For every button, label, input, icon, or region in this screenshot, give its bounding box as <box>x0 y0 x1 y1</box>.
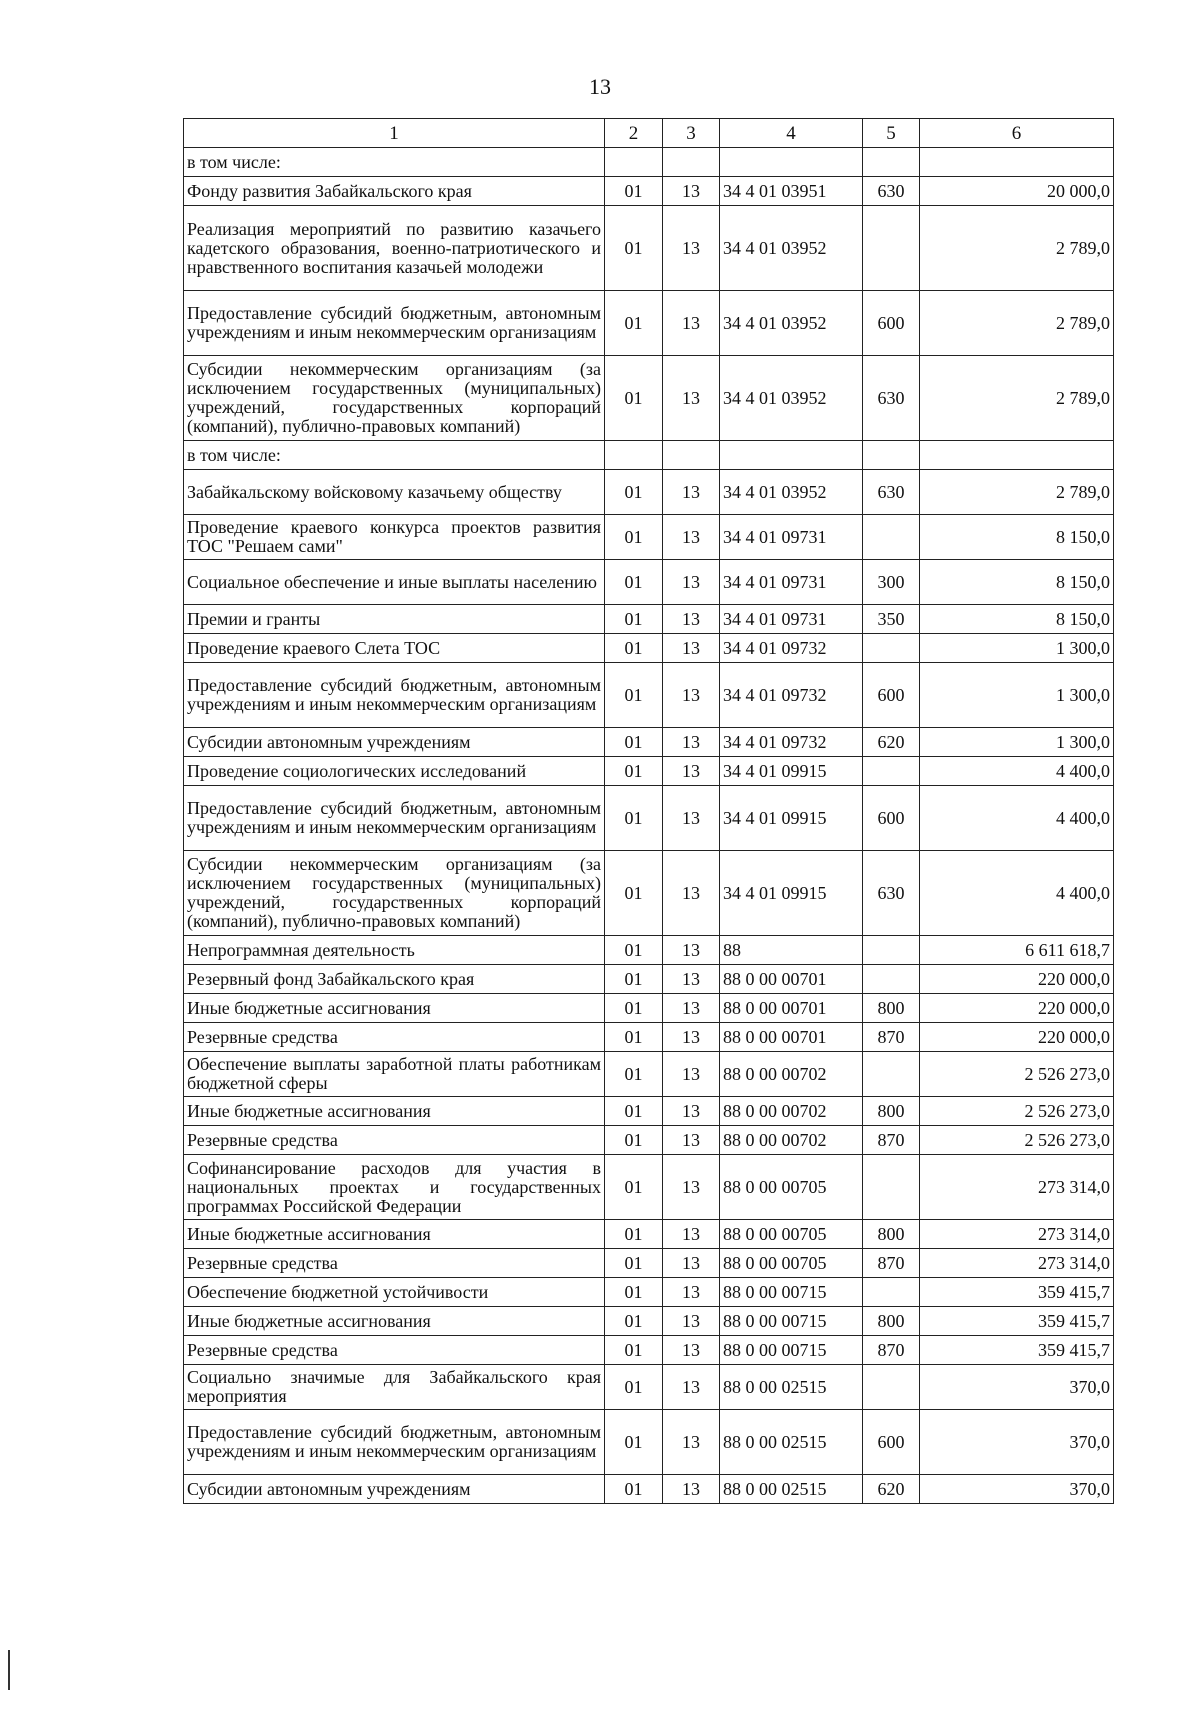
subsection-code-cell: 13 <box>663 515 720 560</box>
target-article-cell: 34 4 01 09731 <box>720 605 863 634</box>
row-name-cell: Предоставление субсидий бюджетным, автономным учреждениям и иным некоммерческим организациям <box>184 786 605 851</box>
row-name-cell: Проведение социологических исследований <box>184 757 605 786</box>
row-name-cell: Субсидии автономным учреждениям <box>184 728 605 757</box>
row-name-cell: Резервные средства <box>184 1249 605 1278</box>
subsection-code-cell: 13 <box>663 851 720 936</box>
section-code-cell: 01 <box>605 1365 663 1410</box>
table-row <box>184 1410 1114 1475</box>
section-code-cell: 01 <box>605 470 663 515</box>
row-name-cell: Проведение краевого Слета ТОС <box>184 634 605 663</box>
row-name-cell: Проведение краевого конкурса проектов развития ТОС "Решаем сами" <box>184 515 605 560</box>
target-article-cell: 34 4 01 09915 <box>720 786 863 851</box>
table-body <box>184 148 1114 1504</box>
amount-cell: 220 000,0 <box>920 994 1114 1023</box>
expense-type-cell: 870 <box>863 1336 920 1365</box>
column-header: 2 <box>605 119 663 148</box>
table-row <box>184 786 1114 851</box>
section-code-cell: 01 <box>605 1249 663 1278</box>
expense-type-cell: 600 <box>863 786 920 851</box>
section-code-cell <box>605 441 663 470</box>
column-header: 5 <box>863 119 920 148</box>
section-code-cell <box>605 148 663 177</box>
amount-cell: 370,0 <box>920 1365 1114 1410</box>
table-row <box>184 1365 1114 1410</box>
section-code-cell: 01 <box>605 965 663 994</box>
table-row <box>184 1023 1114 1052</box>
target-article-cell: 34 4 01 09732 <box>720 663 863 728</box>
target-article-cell: 88 <box>720 936 863 965</box>
amount-cell <box>920 441 1114 470</box>
section-code-cell: 01 <box>605 1097 663 1126</box>
row-name-cell: Социально значимые для Забайкальского края мероприятия <box>184 1365 605 1410</box>
amount-cell: 2 526 273,0 <box>920 1052 1114 1097</box>
target-article-cell: 34 4 01 09732 <box>720 634 863 663</box>
table-row <box>184 291 1114 356</box>
row-name-cell: Предоставление субсидий бюджетным, автономным учреждениям и иным некоммерческим организациям <box>184 291 605 356</box>
expense-type-cell: 620 <box>863 1475 920 1504</box>
table-row <box>184 177 1114 206</box>
target-article-cell: 88 0 00 02515 <box>720 1365 863 1410</box>
target-article-cell: 88 0 00 00702 <box>720 1097 863 1126</box>
row-name-cell: Иные бюджетные ассигнования <box>184 1307 605 1336</box>
expense-type-cell: 870 <box>863 1249 920 1278</box>
table-row <box>184 1336 1114 1365</box>
subsection-code-cell: 13 <box>663 470 720 515</box>
row-name-cell: Забайкальскому войсковому казачьему обществу <box>184 470 605 515</box>
amount-cell: 8 150,0 <box>920 560 1114 605</box>
subsection-code-cell: 13 <box>663 634 720 663</box>
amount-cell: 359 415,7 <box>920 1307 1114 1336</box>
amount-cell: 8 150,0 <box>920 605 1114 634</box>
subsection-code-cell: 13 <box>663 728 720 757</box>
table-row <box>184 1249 1114 1278</box>
row-name-cell: Иные бюджетные ассигнования <box>184 994 605 1023</box>
amount-cell: 359 415,7 <box>920 1336 1114 1365</box>
target-article-cell: 88 0 00 00701 <box>720 965 863 994</box>
target-article-cell <box>720 441 863 470</box>
target-article-cell: 34 4 01 03951 <box>720 177 863 206</box>
table-row <box>184 1475 1114 1504</box>
section-code-cell: 01 <box>605 291 663 356</box>
row-name-cell: Обеспечение выплаты заработной платы работникам бюджетной сферы <box>184 1052 605 1097</box>
subsection-code-cell: 13 <box>663 291 720 356</box>
column-header: 6 <box>920 119 1114 148</box>
section-code-cell: 01 <box>605 994 663 1023</box>
expense-type-cell <box>863 757 920 786</box>
subsection-code-cell: 13 <box>663 1097 720 1126</box>
section-code-cell: 01 <box>605 1155 663 1220</box>
table-row <box>184 757 1114 786</box>
section-code-cell: 01 <box>605 1126 663 1155</box>
subsection-code-cell: 13 <box>663 994 720 1023</box>
section-code-cell: 01 <box>605 757 663 786</box>
amount-cell: 20 000,0 <box>920 177 1114 206</box>
row-name-cell: Социальное обеспечение и иные выплаты населению <box>184 560 605 605</box>
target-article-cell: 34 4 01 03952 <box>720 291 863 356</box>
subsection-code-cell: 13 <box>663 177 720 206</box>
table-row <box>184 1126 1114 1155</box>
row-name-cell: Резервные средства <box>184 1023 605 1052</box>
target-article-cell: 88 0 00 00701 <box>720 994 863 1023</box>
expense-type-cell <box>863 1155 920 1220</box>
section-code-cell: 01 <box>605 605 663 634</box>
table-row <box>184 148 1114 177</box>
section-code-cell: 01 <box>605 515 663 560</box>
row-name-cell: Реализация мероприятий по развитию казачьего кадетского образования, военно-патриотического и нравственного воспитания казачьей молодежи <box>184 206 605 291</box>
row-name-cell: Резервный фонд Забайкальского края <box>184 965 605 994</box>
subsection-code-cell: 13 <box>663 1220 720 1249</box>
target-article-cell: 88 0 00 02515 <box>720 1475 863 1504</box>
expense-type-cell <box>863 936 920 965</box>
amount-cell: 2 526 273,0 <box>920 1126 1114 1155</box>
expense-type-cell <box>863 515 920 560</box>
target-article-cell: 88 0 00 00702 <box>720 1126 863 1155</box>
target-article-cell: 88 0 00 00715 <box>720 1278 863 1307</box>
expense-type-cell <box>863 634 920 663</box>
amount-cell: 2 789,0 <box>920 291 1114 356</box>
target-article-cell: 88 0 00 00702 <box>720 1052 863 1097</box>
table-row <box>184 470 1114 515</box>
table-row <box>184 356 1114 441</box>
amount-cell: 273 314,0 <box>920 1249 1114 1278</box>
budget-table <box>183 118 1114 1504</box>
subsection-code-cell: 13 <box>663 1307 720 1336</box>
amount-cell: 4 400,0 <box>920 786 1114 851</box>
expense-type-cell: 630 <box>863 470 920 515</box>
table-header-row <box>184 119 1114 148</box>
row-name-cell: Субсидии автономным учреждениям <box>184 1475 605 1504</box>
subsection-code-cell: 13 <box>663 1126 720 1155</box>
expense-type-cell: 350 <box>863 605 920 634</box>
section-code-cell: 01 <box>605 356 663 441</box>
page-number: 13 <box>589 74 611 99</box>
subsection-code-cell: 13 <box>663 965 720 994</box>
expense-type-cell: 800 <box>863 1220 920 1249</box>
target-article-cell: 88 0 00 00705 <box>720 1249 863 1278</box>
target-article-cell: 34 4 01 09732 <box>720 728 863 757</box>
section-code-cell: 01 <box>605 1336 663 1365</box>
table-row <box>184 206 1114 291</box>
expense-type-cell: 630 <box>863 851 920 936</box>
table-row <box>184 728 1114 757</box>
subsection-code-cell: 13 <box>663 356 720 441</box>
subsection-code-cell: 13 <box>663 206 720 291</box>
table-row <box>184 515 1114 560</box>
table-row <box>184 1097 1114 1126</box>
expense-type-cell <box>863 148 920 177</box>
amount-cell <box>920 148 1114 177</box>
section-code-cell: 01 <box>605 1307 663 1336</box>
row-name-cell: Премии и гранты <box>184 605 605 634</box>
table-row <box>184 994 1114 1023</box>
amount-cell: 1 300,0 <box>920 728 1114 757</box>
target-article-cell: 88 0 00 00705 <box>720 1220 863 1249</box>
table-row <box>184 634 1114 663</box>
subsection-code-cell: 13 <box>663 1249 720 1278</box>
row-name-cell: в том числе: <box>184 441 605 470</box>
subsection-code-cell: 13 <box>663 1365 720 1410</box>
subsection-code-cell: 13 <box>663 1336 720 1365</box>
expense-type-cell: 630 <box>863 356 920 441</box>
subsection-code-cell: 13 <box>663 1475 720 1504</box>
section-code-cell: 01 <box>605 634 663 663</box>
amount-cell: 2 526 273,0 <box>920 1097 1114 1126</box>
row-name-cell: Предоставление субсидий бюджетным, автономным учреждениям и иным некоммерческим организациям <box>184 663 605 728</box>
subsection-code-cell: 13 <box>663 936 720 965</box>
table-row <box>184 1220 1114 1249</box>
subsection-code-cell: 13 <box>663 786 720 851</box>
amount-cell: 4 400,0 <box>920 851 1114 936</box>
target-article-cell: 88 0 00 00715 <box>720 1336 863 1365</box>
subsection-code-cell: 13 <box>663 757 720 786</box>
row-name-cell: Иные бюджетные ассигнования <box>184 1220 605 1249</box>
amount-cell: 2 789,0 <box>920 206 1114 291</box>
table-row <box>184 1278 1114 1307</box>
section-code-cell: 01 <box>605 1278 663 1307</box>
table-row <box>184 605 1114 634</box>
table-row <box>184 1052 1114 1097</box>
row-name-cell: Субсидии некоммерческим организациям (за исключением государственных (муниципальных) учреждений, государственных корпораций (компаний), публично-правовых компаний) <box>184 851 605 936</box>
table-row <box>184 560 1114 605</box>
target-article-cell: 88 0 00 02515 <box>720 1410 863 1475</box>
amount-cell: 220 000,0 <box>920 965 1114 994</box>
row-name-cell: Иные бюджетные ассигнования <box>184 1097 605 1126</box>
expense-type-cell: 630 <box>863 177 920 206</box>
section-code-cell: 01 <box>605 786 663 851</box>
target-article-cell <box>720 148 863 177</box>
row-name-cell: Предоставление субсидий бюджетным, автономным учреждениям и иным некоммерческим организациям <box>184 1410 605 1475</box>
target-article-cell: 88 0 00 00701 <box>720 1023 863 1052</box>
subsection-code-cell: 13 <box>663 605 720 634</box>
row-name-cell: Резервные средства <box>184 1126 605 1155</box>
amount-cell: 273 314,0 <box>920 1155 1114 1220</box>
target-article-cell: 88 0 00 00705 <box>720 1155 863 1220</box>
expense-type-cell <box>863 1052 920 1097</box>
section-code-cell: 01 <box>605 1475 663 1504</box>
amount-cell: 1 300,0 <box>920 663 1114 728</box>
target-article-cell: 34 4 01 09731 <box>720 515 863 560</box>
amount-cell: 273 314,0 <box>920 1220 1114 1249</box>
expense-type-cell: 870 <box>863 1126 920 1155</box>
section-code-cell: 01 <box>605 1052 663 1097</box>
expense-type-cell: 600 <box>863 663 920 728</box>
subsection-code-cell: 13 <box>663 663 720 728</box>
expense-type-cell: 800 <box>863 994 920 1023</box>
section-code-cell: 01 <box>605 206 663 291</box>
expense-type-cell: 600 <box>863 291 920 356</box>
table-row <box>184 936 1114 965</box>
column-header: 4 <box>720 119 863 148</box>
expense-type-cell <box>863 206 920 291</box>
expense-type-cell: 620 <box>863 728 920 757</box>
expense-type-cell <box>863 965 920 994</box>
amount-cell: 359 415,7 <box>920 1278 1114 1307</box>
section-code-cell: 01 <box>605 728 663 757</box>
row-name-cell: в том числе: <box>184 148 605 177</box>
amount-cell: 220 000,0 <box>920 1023 1114 1052</box>
section-code-cell: 01 <box>605 663 663 728</box>
section-code-cell: 01 <box>605 936 663 965</box>
subsection-code-cell: 13 <box>663 1052 720 1097</box>
table-row <box>184 965 1114 994</box>
row-name-cell: Софинансирование расходов для участия в национальных проектах и государственных программах Российской Федерации <box>184 1155 605 1220</box>
amount-cell: 370,0 <box>920 1410 1114 1475</box>
target-article-cell: 34 4 01 03952 <box>720 206 863 291</box>
subsection-code-cell <box>663 441 720 470</box>
row-name-cell: Субсидии некоммерческим организациям (за исключением государственных (муниципальных) учреждений, государственных корпораций (компаний), публично-правовых компаний) <box>184 356 605 441</box>
row-name-cell: Обеспечение бюджетной устойчивости <box>184 1278 605 1307</box>
target-article-cell: 34 4 01 09915 <box>720 851 863 936</box>
table-row <box>184 663 1114 728</box>
expense-type-cell: 300 <box>863 560 920 605</box>
expense-type-cell: 600 <box>863 1410 920 1475</box>
amount-cell: 8 150,0 <box>920 515 1114 560</box>
target-article-cell: 34 4 01 09731 <box>720 560 863 605</box>
subsection-code-cell: 13 <box>663 1023 720 1052</box>
target-article-cell: 34 4 01 03952 <box>720 356 863 441</box>
expense-type-cell <box>863 1365 920 1410</box>
section-code-cell: 01 <box>605 560 663 605</box>
column-header: 3 <box>663 119 720 148</box>
expense-type-cell: 870 <box>863 1023 920 1052</box>
subsection-code-cell <box>663 148 720 177</box>
amount-cell: 2 789,0 <box>920 356 1114 441</box>
amount-cell: 6 611 618,7 <box>920 936 1114 965</box>
subsection-code-cell: 13 <box>663 1155 720 1220</box>
section-code-cell: 01 <box>605 851 663 936</box>
target-article-cell: 34 4 01 09915 <box>720 757 863 786</box>
expense-type-cell: 800 <box>863 1097 920 1126</box>
row-name-cell: Фонду развития Забайкальского края <box>184 177 605 206</box>
target-article-cell: 34 4 01 03952 <box>720 470 863 515</box>
row-name-cell: Непрограммная деятельность <box>184 936 605 965</box>
expense-type-cell <box>863 441 920 470</box>
section-code-cell: 01 <box>605 177 663 206</box>
subsection-code-cell: 13 <box>663 560 720 605</box>
amount-cell: 2 789,0 <box>920 470 1114 515</box>
table-row <box>184 441 1114 470</box>
target-article-cell: 88 0 00 00715 <box>720 1307 863 1336</box>
table-row <box>184 1155 1114 1220</box>
section-code-cell: 01 <box>605 1410 663 1475</box>
section-code-cell: 01 <box>605 1023 663 1052</box>
amount-cell: 1 300,0 <box>920 634 1114 663</box>
subsection-code-cell: 13 <box>663 1278 720 1307</box>
subsection-code-cell: 13 <box>663 1410 720 1475</box>
margin-mark <box>8 1650 10 1690</box>
column-header: 1 <box>184 119 605 148</box>
expense-type-cell <box>863 1278 920 1307</box>
expense-type-cell: 800 <box>863 1307 920 1336</box>
row-name-cell: Резервные средства <box>184 1336 605 1365</box>
amount-cell: 4 400,0 <box>920 757 1114 786</box>
table-row <box>184 851 1114 936</box>
amount-cell: 370,0 <box>920 1475 1114 1504</box>
section-code-cell: 01 <box>605 1220 663 1249</box>
table-row <box>184 1307 1114 1336</box>
